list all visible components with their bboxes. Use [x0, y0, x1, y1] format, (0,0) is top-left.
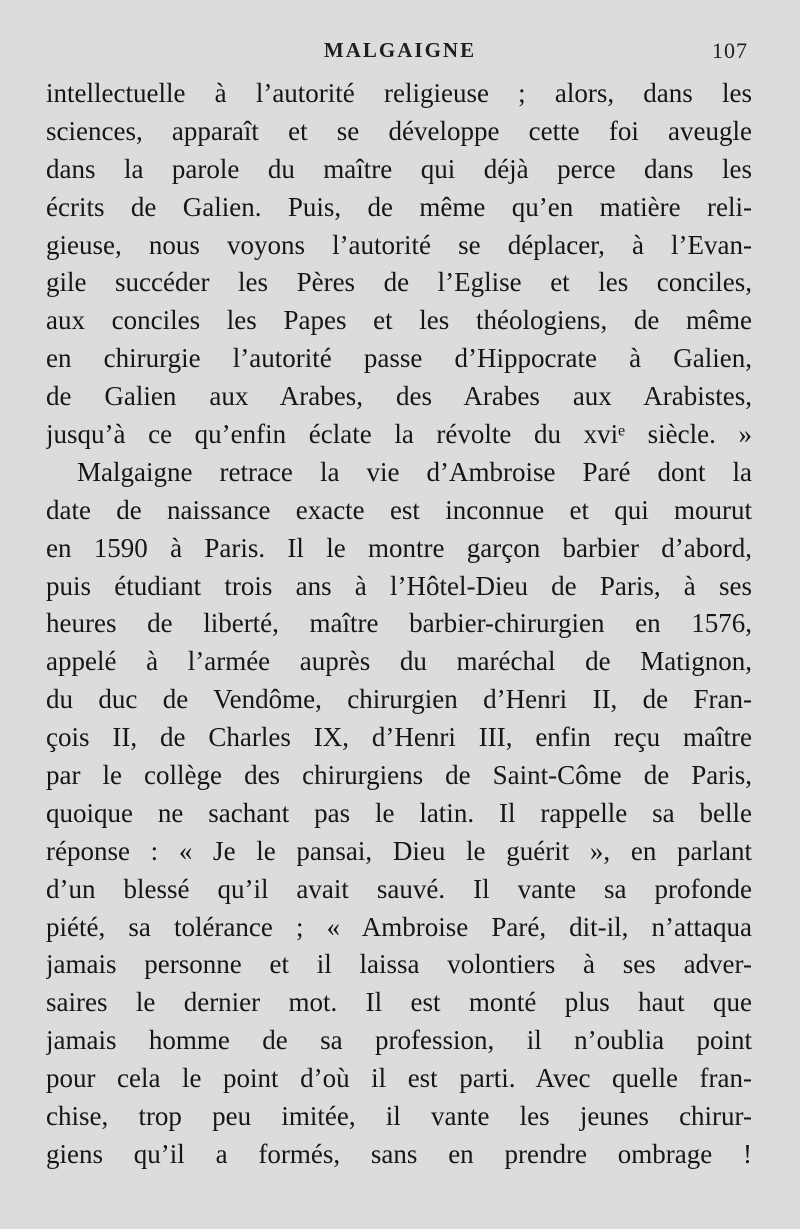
text-line: date de naissance exacte est inconnue et qui mourut: [46, 494, 752, 525]
text-line: sciences, apparaît et se développe cette foi aveugle: [46, 115, 752, 146]
text-line: giens qu’il a formés, sans en prendre ombrage !: [46, 1138, 752, 1169]
text-line: gile succéder les Pères de l’Eglise et les conciles,: [46, 267, 752, 298]
text-line: en 1590 à Paris. Il le montre garçon barbier d’abord,: [46, 532, 752, 563]
text-line: d’un blessé qu’il avait sauvé. Il vante sa profonde: [46, 873, 752, 904]
text-line: çois II, de Charles IX, d’Henri III, enfin reçu maître: [46, 722, 752, 753]
text-line: du duc de Vendôme, chirurgien d’Henri II, de Fran-: [46, 684, 752, 715]
text-line: chise, trop peu imitée, il vante les jeunes chirur-: [46, 1101, 752, 1132]
text-line: piété, sa tolérance ; « Ambroise Paré, dit-il, n’attaqua: [46, 911, 752, 942]
text-line: heures de liberté, maître barbier-chirurgien en 1576,: [46, 608, 752, 639]
text-line: écrits de Galien. Puis, de même qu’en matière reli-: [46, 191, 752, 222]
text-line: jusqu’à ce qu’enfin éclate la révolte du xviᵉ siècle. »: [46, 419, 752, 450]
text-line: gieuse, nous voyons l’autorité se déplacer, à l’Evan-: [46, 229, 752, 260]
text-line: quoique ne sachant pas le latin. Il rappelle sa belle: [46, 797, 752, 828]
text-line: intellectuelle à l’autorité religieuse ; alors, dans les: [46, 78, 752, 108]
running-head-title: MALGAIGNE: [323, 38, 477, 62]
text-line: par le collège des chirurgiens de Saint-Côme de Paris,: [46, 760, 752, 791]
text-line: Malgaigne retrace la vie d’Ambroise Paré dont la: [77, 456, 752, 487]
text-line: appelé à l’armée auprès du maréchal de Matignon,: [46, 646, 752, 677]
text-line: puis étudiant trois ans à l’Hôtel-Dieu de Paris, à ses: [46, 570, 752, 601]
text-line: en chirurgie l’autorité passe d’Hippocrate à Galien,: [46, 343, 752, 374]
text-line: jamais personne et il laissa volontiers à ses adver-: [46, 949, 752, 980]
body-text: [46, 75, 752, 1174]
text-line: dans la parole du maître qui déjà perce dans les: [46, 153, 752, 184]
text-line: jamais homme de sa profession, il n’oublia point: [46, 1025, 752, 1056]
text-line: réponse : « Je le pansai, Dieu le guérit », en parlant: [46, 835, 752, 866]
text-line: aux conciles les Papes et les théologiens, de même: [46, 305, 752, 336]
text-line: saires le dernier mot. Il est monté plus haut que: [46, 987, 752, 1018]
text-line: pour cela le point d’où il est parti. Avec quelle fran-: [46, 1063, 752, 1094]
page-number: 107: [712, 38, 748, 63]
running-head: [0, 38, 800, 68]
text-line: de Galien aux Arabes, des Arabes aux Arabistes,: [46, 381, 752, 412]
